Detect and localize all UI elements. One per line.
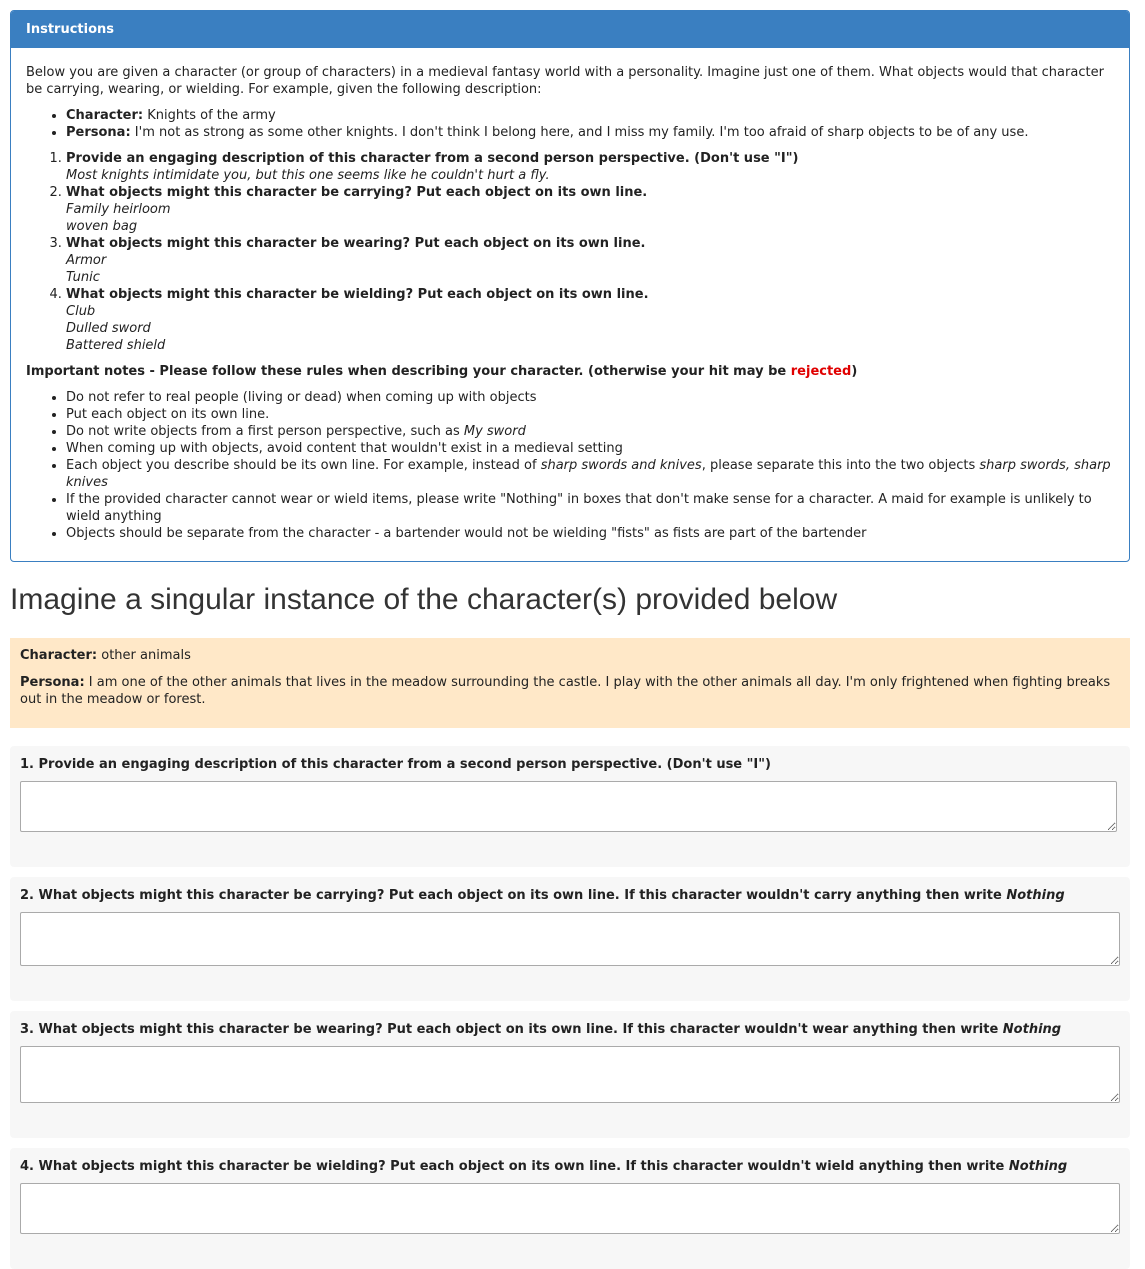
question-wearing	[10, 1011, 1130, 1138]
instructions-panel	[10, 10, 1130, 562]
note-example: sharp swords and knives	[540, 458, 702, 473]
page-title: Imagine a singular instance of the character(s) provided below	[10, 583, 838, 616]
note-item	[66, 423, 1114, 440]
description-input[interactable]	[20, 781, 1117, 832]
example-answer: woven bag	[66, 219, 138, 234]
example-step-question: What objects might this character be wielding? Put each object on its own line.	[66, 287, 649, 302]
example-step-question: Provide an engaging description of this character from a second person perspective. (Don't use "I")	[66, 151, 799, 166]
instructions-body	[11, 48, 1129, 561]
example-steps-list	[26, 150, 1114, 354]
example-step	[66, 235, 1114, 286]
note-text: Do not write objects from a first person perspective, such as	[66, 424, 464, 439]
question-description	[10, 746, 1130, 867]
persona-value: I am one of the other animals that lives in the meadow surrounding the castle. I play with the other animals all day. I'm only frightened when fighting breaks out in the meadow or forest.	[20, 675, 1111, 707]
example-answer: Family heirloom	[66, 202, 171, 217]
carrying-input[interactable]	[20, 912, 1120, 966]
example-answer: Armor	[66, 253, 107, 268]
wearing-input[interactable]	[20, 1046, 1120, 1103]
example-persona	[66, 124, 1114, 141]
rejected-text: rejected	[790, 364, 852, 379]
example-step	[66, 286, 1114, 354]
note-item: • If the provided character cannot wear or wield items, please write "Nothing" in boxes that don't make sense for a character. A maid for example is unlikely to wield anything	[66, 491, 1114, 525]
note-example: sharp swords, sharp knives	[66, 458, 1111, 490]
note-item	[66, 457, 1114, 491]
example-persona-value: I'm not as strong as some other knights. I don't think I belong here, and I miss my family. I'm too afraid of sharp objects to be of any use.	[134, 125, 1029, 140]
notes-title-text: Important notes - Please follow these rules when describing your character. (otherwise your hit may be	[26, 364, 791, 379]
question-label	[20, 887, 1120, 904]
nothing-text: Nothing	[1006, 888, 1065, 903]
instructions-heading: Instructions	[11, 11, 1129, 48]
important-notes-title	[26, 363, 1114, 380]
persona-line	[20, 674, 1120, 708]
note-item: • When coming up with objects, avoid content that wouldn't exist in a medieval setting	[66, 440, 1114, 457]
example-answer: Club	[66, 304, 96, 319]
question-label	[20, 1158, 1120, 1175]
example-step-question: What objects might this character be wearing? Put each object on its own line.	[66, 236, 646, 251]
question-wielding	[10, 1148, 1130, 1269]
question-label	[20, 756, 1120, 773]
note-text: , please separate this into the two objects	[701, 458, 980, 473]
example-character-value: Knights of the army	[147, 108, 276, 123]
note-item: • Objects should be separate from the character - a bartender would not be wielding "fists" as fists are part of the bartender	[66, 525, 1114, 542]
nothing-text: Nothing	[1008, 1159, 1068, 1174]
example-answer: Battered shield	[66, 338, 166, 353]
example-step	[66, 184, 1114, 235]
example-description-list	[26, 107, 1114, 141]
character-box	[10, 638, 1130, 728]
character-label: Character:	[20, 648, 98, 663]
nothing-text: Nothing	[1002, 1022, 1062, 1037]
note-text: Each object you describe should be its own line. For example, instead of	[66, 458, 541, 473]
question-text: 3. What objects might this character be wearing? Put each object on its own line. If this character wouldn't wear anything then write	[20, 1022, 1003, 1037]
instructions-intro: Below you are given a character (or group of characters) in a medieval fantasy world with a personality. Imagine just one of them. What objects would that character be carrying, wearing, or wielding. For example, given the following description:	[26, 65, 1104, 97]
example-character	[66, 107, 1114, 124]
question-text: 1. Provide an engaging description of this character from a second person perspective. (Don't use "I")	[20, 757, 771, 772]
persona-label: Persona:	[20, 675, 85, 690]
note-item: • Put each object on its own line.	[66, 406, 1114, 423]
notes-title-close: )	[851, 364, 858, 379]
note-example: My sword	[463, 424, 526, 439]
character-line	[20, 647, 1120, 664]
example-answer: Tunic	[66, 270, 100, 285]
question-label	[20, 1021, 1120, 1038]
question-text: 2. What objects might this character be carrying? Put each object on its own line. If this character wouldn't carry anything then write	[20, 888, 1007, 903]
character-value: other animals	[101, 648, 191, 663]
example-persona-label: Persona:	[66, 125, 131, 140]
example-character-label: Character:	[66, 108, 144, 123]
example-step-question: What objects might this character be carrying? Put each object on its own line.	[66, 185, 648, 200]
question-carrying	[10, 877, 1130, 1001]
note-item: • Do not refer to real people (living or dead) when coming up with objects	[66, 389, 1114, 406]
example-answer: Most knights intimidate you, but this one seems like he couldn't hurt a fly.	[66, 168, 550, 183]
example-step	[66, 150, 1114, 184]
example-answer: Dulled sword	[66, 321, 151, 336]
question-text: 4. What objects might this character be wielding? Put each object on its own line. If this character wouldn't wield anything then write	[20, 1159, 1009, 1174]
wielding-input[interactable]	[20, 1183, 1120, 1234]
important-notes-list	[26, 389, 1114, 542]
